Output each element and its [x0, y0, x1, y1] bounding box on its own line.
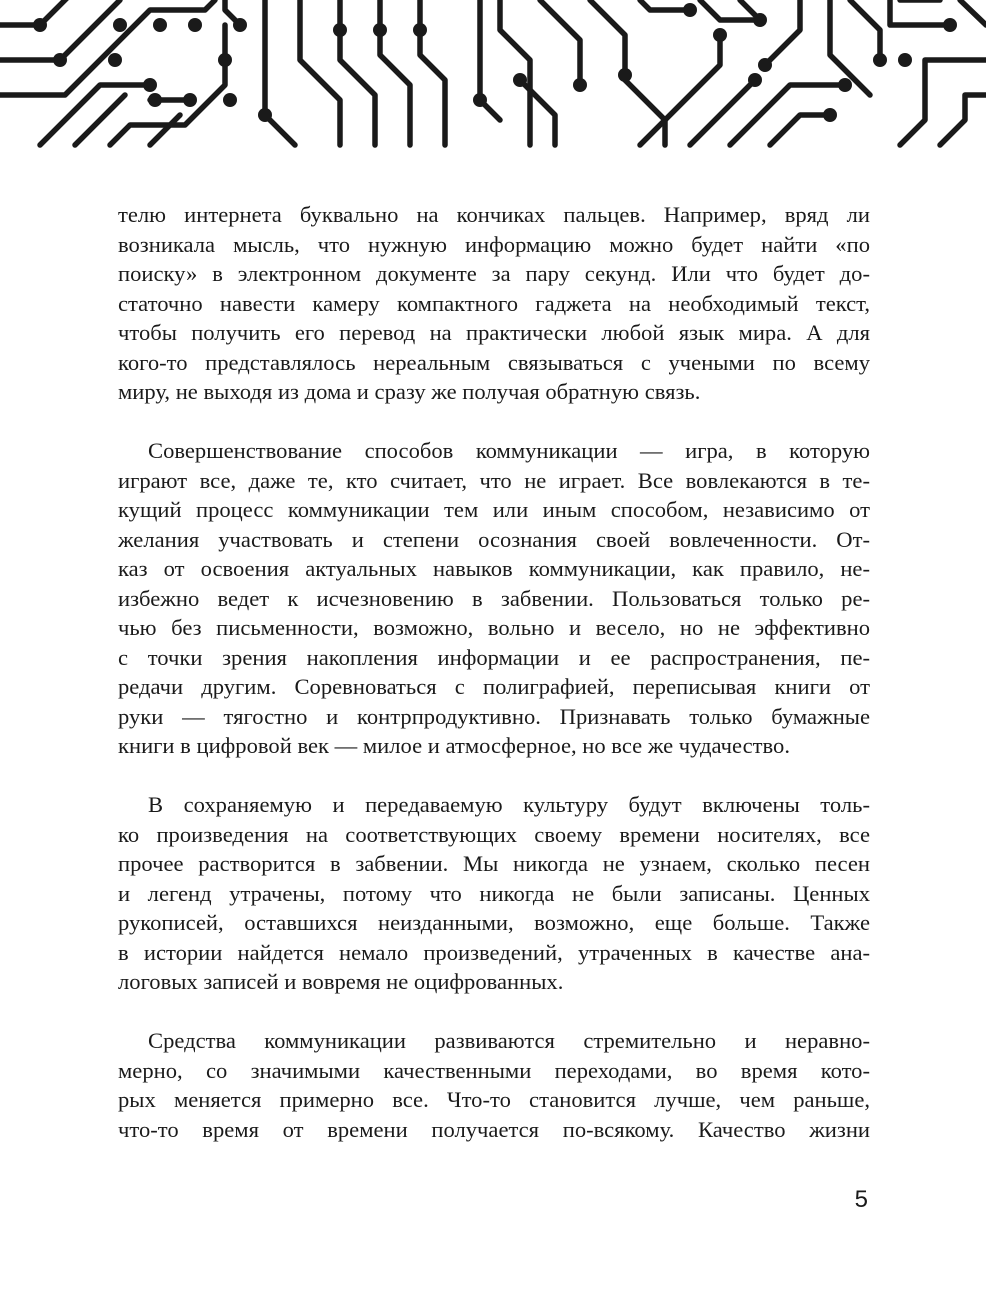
text-line: Средства коммуникации развиваются стремительно и неравно- [148, 1028, 870, 1053]
text-line: рукописей, оставшихся неизданными, возможно, еще больше. Также [118, 910, 870, 935]
paragraph-3 [118, 790, 870, 997]
text-line: что-то время от времени получается по-всякому. Качество жизни [118, 1116, 870, 1142]
body-text [118, 200, 870, 1174]
text-line: каз от освоения актуальных навыков коммуникации, как правило, не- [118, 556, 870, 581]
text-line: чью без письменности, возможно, вольно и весело, но не эффективно [118, 615, 870, 640]
text-line: логовых записей и вовремя не оцифрованных. [118, 969, 564, 994]
text-line: В сохраняемую и передаваемую культуру будут включены толь- [148, 792, 870, 817]
text-line: прочее растворится в забвении. Мы никогда не узнаем, сколько песен [118, 851, 870, 876]
text-line: поиску» в электронном документе за пару секунд. Или что будет до- [118, 261, 870, 286]
page-number: 5 [854, 1186, 868, 1213]
text-line: руки — тягостно и контрпродуктивно. Признавать только бумажные [118, 703, 870, 729]
text-line: книги в цифровой век — милое и атмосферное, но все же чудачество. [118, 733, 790, 758]
text-line: телю интернета буквально на кончиках пальцев. Например, вряд ли [118, 202, 870, 227]
text-line: в истории найдется немало произведений, утраченных в качестве ана- [118, 939, 870, 965]
circuit-board-pattern [0, 0, 986, 150]
text-line: миру, не выходя из дома и сразу же получая обратную связь. [118, 379, 701, 404]
text-line: желания участвовать и степени осознания своей вовлеченности. От- [118, 526, 870, 552]
text-line: и легенд утрачены, потому что никогда не были записаны. Ценных [118, 880, 870, 906]
paragraph-4 [118, 1026, 870, 1144]
text-line: редачи другим. Соревноваться с полиграфией, переписывая книги от [118, 674, 870, 699]
text-line: Совершенствование способов коммуникации — игра, в которую [148, 438, 870, 463]
text-line: возникала мысль, что нужную информацию можно будет найти «по [118, 231, 870, 257]
text-line: избежно ведет к исчезновению в забвении. Пользоваться только ре- [118, 585, 870, 611]
paragraph-2 [118, 436, 870, 761]
paragraph-1 [118, 200, 870, 407]
text-line: ко произведения на соответствующих своему времени носителях, все [118, 821, 870, 847]
text-line: с точки зрения накопления информации и ее распространения, пе- [118, 644, 870, 670]
text-line: кущий процесс коммуникации тем или иным способом, независимо от [118, 497, 870, 522]
text-line: кого-то представлялось нереальным связываться с учеными по всему [118, 349, 870, 375]
text-line: мерно, со значимыми качественными переходами, во время кото- [118, 1057, 870, 1083]
text-line: чтобы получить его перевод на практически любой язык мира. А для [118, 320, 870, 345]
text-line: играют все, даже те, кто считает, что не играет. Все вовлекаются в те- [118, 467, 870, 493]
text-line: статочно навести камеру компактного гаджета на необходимый текст, [118, 290, 870, 316]
text-line: рых меняется примерно все. Что-то становится лучше, чем раньше, [118, 1087, 870, 1112]
